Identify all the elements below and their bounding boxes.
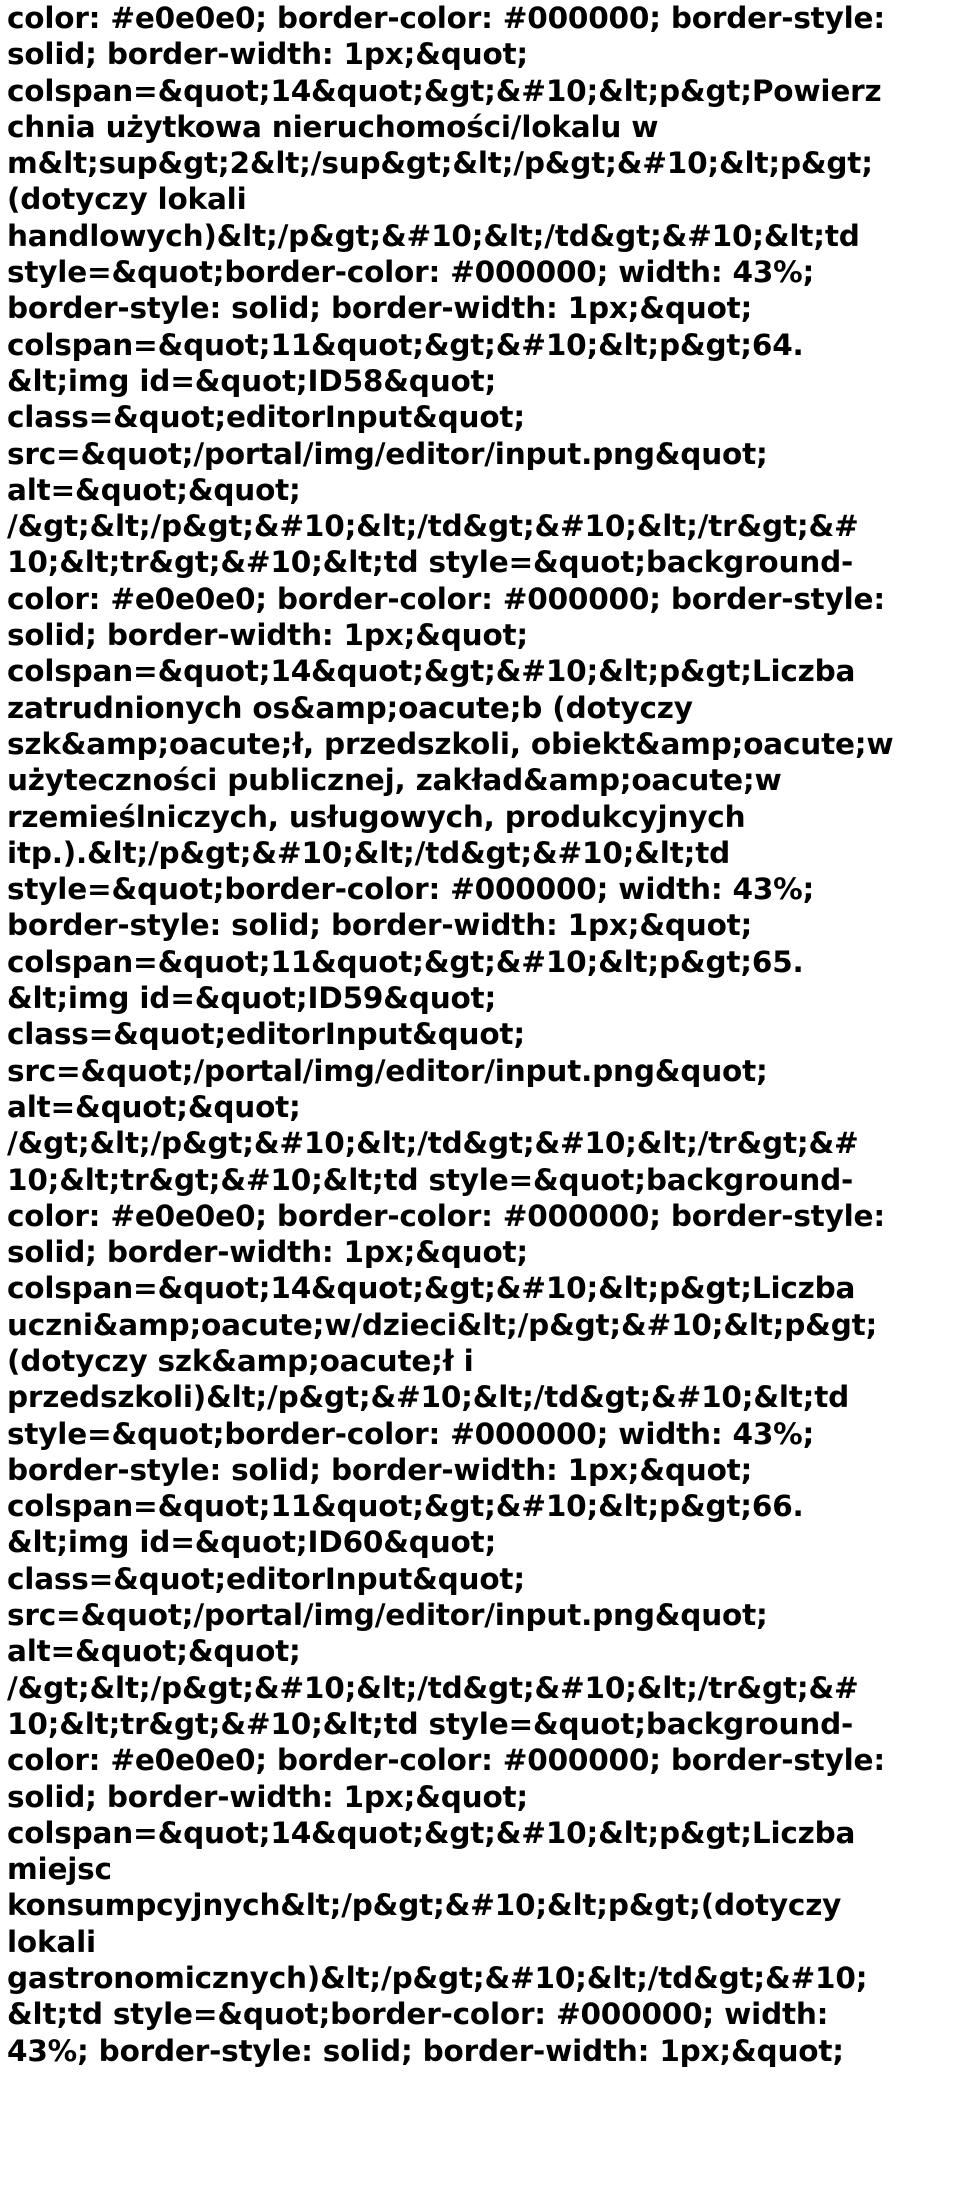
text-line: alt=&quot;&quot; — [7, 472, 301, 507]
text-line: color: #e0e0e0; border-color: #000000; border-style: — [7, 1, 885, 35]
text-line: src=&quot;/portal/img/editor/input.png&quot; — [7, 1053, 768, 1088]
text-line: color: #e0e0e0; border-color: #000000; border-style: — [7, 581, 885, 616]
text-line: colspan=&quot;11&quot;&gt;&#10;&lt;p&gt;66. — [7, 1489, 804, 1524]
text-line: colspan=&quot;14&quot;&gt;&#10;&lt;p&gt;Liczba — [7, 654, 856, 689]
text-line: solid; border-width: 1px;&quot; — [7, 1235, 529, 1270]
text-line: m&lt;sup&gt;2&lt;/sup&gt;&lt;/p&gt;&#10;&lt;p&gt; — [7, 146, 873, 181]
text-line: border-style: solid; border-width: 1px;&quot; — [7, 291, 753, 326]
text-line: border-style: solid; border-width: 1px;&quot; — [7, 1452, 753, 1487]
text-line: szk&amp;oacute;ł, przedszkoli, obiekt&amp;oacute;w — [7, 726, 894, 761]
text-line: handlowych)&lt;/p&gt;&#10;&lt;/td&gt;&#10;&lt;td — [7, 218, 860, 253]
text-line: gastronomicznych)&lt;/p&gt;&#10;&lt;/td&gt;&#10; — [7, 1961, 868, 1996]
text-line: 10;&lt;tr&gt;&#10;&lt;td style=&quot;background- — [7, 545, 854, 580]
text-line: alt=&quot;&quot; — [7, 1634, 301, 1669]
text-line: itp.).&lt;/p&gt;&#10;&lt;/td&gt;&#10;&lt;td — [7, 835, 731, 870]
text-line: lokali — [7, 1924, 96, 1959]
text-line: color: #e0e0e0; border-color: #000000; border-style: — [7, 1198, 885, 1233]
text-line: solid; border-width: 1px;&quot; — [7, 37, 529, 72]
text-line: alt=&quot;&quot; — [7, 1089, 301, 1124]
text-line: style=&quot;border-color: #000000; width: 43%; — [7, 1416, 815, 1451]
text-line: 43%; border-style: solid; border-width: 1px;&quot; — [7, 2033, 844, 2068]
text-line: solid; border-width: 1px;&quot; — [7, 1779, 529, 1814]
text-line: /&gt;&lt;/p&gt;&#10;&lt;/td&gt;&#10;&lt;/tr&gt;&# — [7, 509, 859, 544]
text-line: 10;&lt;tr&gt;&#10;&lt;td style=&quot;background- — [7, 1162, 854, 1197]
text-line: colspan=&quot;11&quot;&gt;&#10;&lt;p&gt;64. — [7, 327, 804, 362]
text-line: /&gt;&lt;/p&gt;&#10;&lt;/td&gt;&#10;&lt;/tr&gt;&# — [7, 1670, 859, 1705]
text-line: przedszkoli)&lt;/p&gt;&#10;&lt;/td&gt;&#10;&lt;td — [7, 1380, 850, 1415]
text-line: &lt;img id=&quot;ID58&quot; — [7, 363, 497, 398]
text-line: src=&quot;/portal/img/editor/input.png&quot; — [7, 436, 768, 471]
text-line: color: #e0e0e0; border-color: #000000; border-style: — [7, 1743, 885, 1778]
text-line: 10;&lt;tr&gt;&#10;&lt;td style=&quot;background- — [7, 1706, 854, 1741]
text-line: konsumpcyjnych&lt;/p&gt;&#10;&lt;p&gt;(dotyczy — [7, 1888, 842, 1923]
text-line: colspan=&quot;14&quot;&gt;&#10;&lt;p&gt;Liczba — [7, 1271, 856, 1306]
text-line: style=&quot;border-color: #000000; width: 43%; — [7, 255, 815, 290]
text-line: chnia użytkowa nieruchomości/lokalu w — [7, 109, 659, 144]
text-line: rzemieślniczych, usługowych, produkcyjnych — [7, 799, 746, 834]
text-line: colspan=&quot;11&quot;&gt;&#10;&lt;p&gt;65. — [7, 944, 804, 979]
text-line: solid; border-width: 1px;&quot; — [7, 618, 529, 653]
text-line: /&gt;&lt;/p&gt;&#10;&lt;/td&gt;&#10;&lt;/tr&gt;&# — [7, 1126, 859, 1161]
text-line: src=&quot;/portal/img/editor/input.png&quot; — [7, 1598, 768, 1633]
text-line: zatrudnionych os&amp;oacute;b (dotyczy — [7, 690, 693, 725]
text-line: class=&quot;editorInput&quot; — [7, 1561, 525, 1596]
text-line: &lt;td style=&quot;border-color: #000000; width: — [7, 1997, 829, 2032]
text-line: style=&quot;border-color: #000000; width: 43%; — [7, 872, 815, 907]
text-line: &lt;img id=&quot;ID59&quot; — [7, 981, 497, 1016]
text-line: uczni&amp;oacute;w/dzieci&lt;/p&gt;&#10;&lt;p&gt; — [7, 1307, 878, 1342]
text-line: &lt;img id=&quot;ID60&quot; — [7, 1525, 497, 1560]
text-line: (dotyczy szk&amp;oacute;ł i — [7, 1343, 474, 1378]
text-line: border-style: solid; border-width: 1px;&quot; — [7, 908, 753, 943]
text-line: (dotyczy lokali — [7, 182, 247, 217]
text-line: miejsc — [7, 1852, 112, 1887]
text-line: class=&quot;editorInput&quot; — [7, 400, 525, 435]
text-line: class=&quot;editorInput&quot; — [7, 1017, 525, 1052]
text-line: użyteczności publicznej, zakład&amp;oacute;w — [7, 763, 782, 798]
text-line: colspan=&quot;14&quot;&gt;&#10;&lt;p&gt;Liczba — [7, 1815, 856, 1850]
text-line: colspan=&quot;14&quot;&gt;&#10;&lt;p&gt;Powierz — [7, 73, 882, 108]
